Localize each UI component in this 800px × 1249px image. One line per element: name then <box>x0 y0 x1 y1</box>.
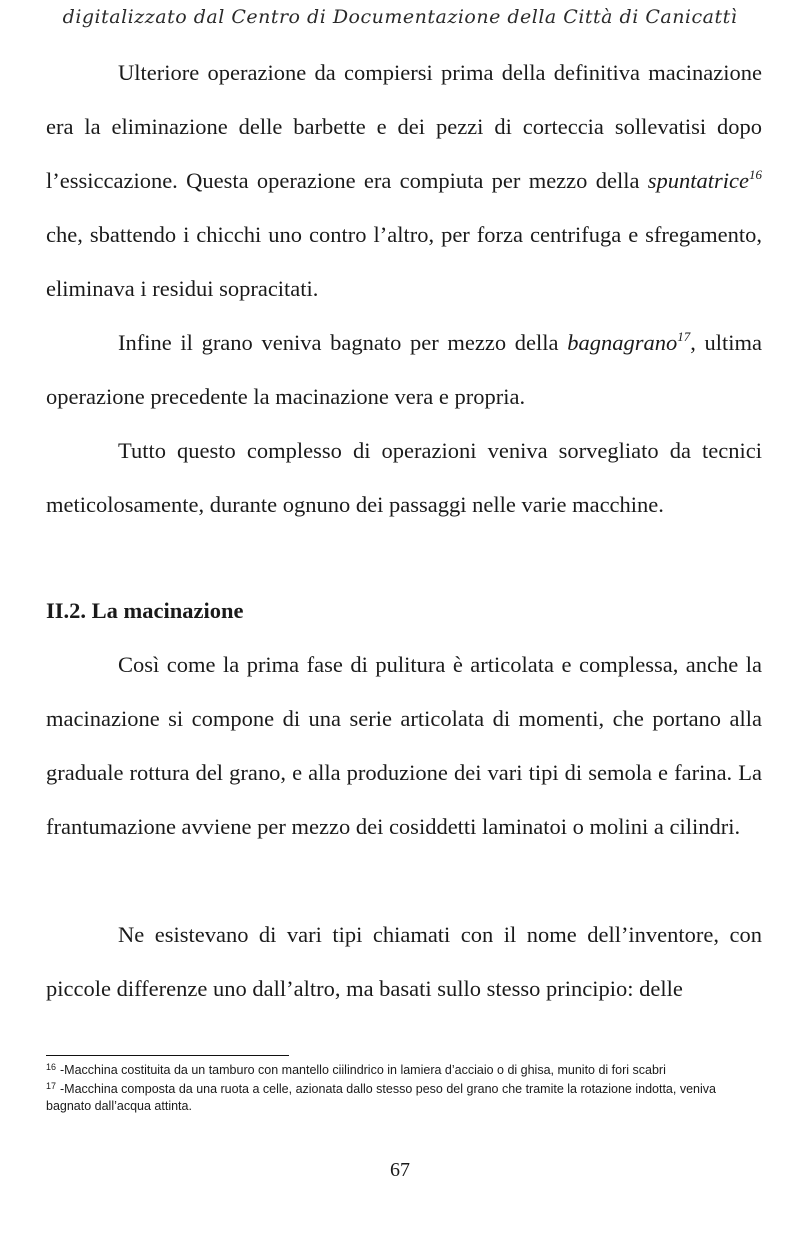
footnote-text: -Macchina composta da una ruota a celle, azionata dallo stesso peso del grano che tramite la rotazione indotta, veniva bagnato dall’acqua attinta. <box>46 1082 716 1113</box>
italic-term: bagnagrano <box>567 330 678 355</box>
paragraph-text: Ne esistevano di vari tipi chiamati con il nome dell’inventore, con piccole differenze uno dall’altro, ma basati sullo stesso principio: delle <box>46 922 762 1001</box>
footnotes <box>46 1062 762 1117</box>
italic-term: spuntatrice <box>647 168 749 193</box>
footnote-number: 16 <box>46 1062 57 1072</box>
paragraph-text: che, sbattendo i chicchi uno contro l’altro, per forza centrifuga e sfregamento, eliminava i residui sopracitati. <box>46 222 762 301</box>
digitization-watermark: digitalizzato dal Centro di Documentazione della Città di Canicattì <box>62 6 738 28</box>
paragraph-milling-intro <box>46 638 762 854</box>
paragraph-text: Ulteriore operazione da compiersi prima della definitiva macinazione era la eliminazione delle barbette e dei pezzi di corteccia sollevatisi dopo l’essiccazione. Questa operazione era compiuta per mezzo della <box>46 60 762 193</box>
paragraph-wetting <box>46 316 762 424</box>
paragraph-cleaning-operation <box>46 46 762 316</box>
footnote-17 <box>46 1081 762 1115</box>
paragraph-mill-types <box>46 908 762 1016</box>
paragraph-supervision <box>46 424 762 532</box>
footnote-number: 17 <box>46 1081 57 1091</box>
footnote-text: -Macchina costituita da un tamburo con mantello ciilindrico in lamiera d’acciaio o di ghisa, munito di fori scabri <box>60 1063 666 1077</box>
section-heading: II.2. La macinazione <box>46 598 244 623</box>
footnote-reference: 17 <box>677 329 691 344</box>
footnote-reference: 16 <box>749 167 762 182</box>
footnote-16 <box>46 1062 762 1079</box>
page-number: 67 <box>390 1159 410 1181</box>
footnote-separator <box>46 1055 289 1056</box>
paragraph-text: Così come la prima fase di pulitura è articolata e complessa, anche la macinazione si compone di una serie articolata di momenti, che portano alla graduale rottura del grano, e alla produzione dei vari tipi di semola e farina. La frantumazione avviene per mezzo dei cosiddetti laminatoi o molini a cilindri. <box>46 652 762 839</box>
paragraph-text: Infine il grano veniva bagnato per mezzo della <box>118 330 568 355</box>
paragraph-text: , ultima operazione precedente la macinazione vera e propria. <box>46 330 762 409</box>
paragraph-text: Tutto questo complesso di operazioni veniva sorvegliato da tecnici meticolosamente, durante ognuno dei passaggi nelle varie macchine. <box>46 438 762 517</box>
